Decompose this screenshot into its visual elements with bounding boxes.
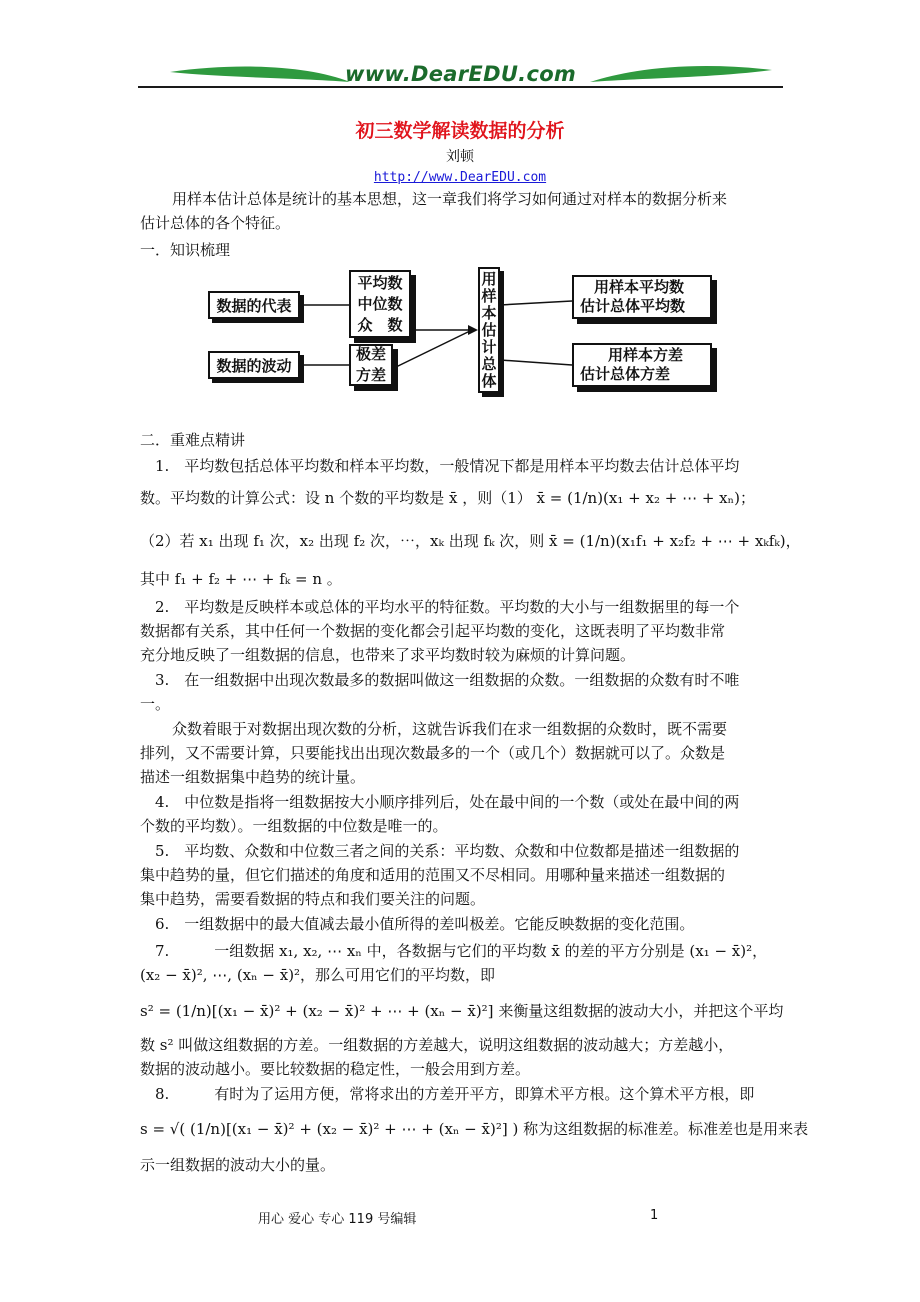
p1-line-3: （2）若 x₁ 出现 f₁ 次，x₂ 出现 f₂ 次，⋯，xₖ 出现 fₖ 次，则 x̄ = (1/n)(x₁f₁ + x₂f₂ + ⋯ + xₖfₖ)， [140, 532, 801, 550]
box-estimate-population: 用 样 本 估 计 总 体 [478, 267, 500, 393]
formula-mean-weighted: x̄ = (1/n)(x₁f₁ + x₂f₂ + ⋯ + xₖfₖ)， [549, 532, 801, 550]
p1-line-2: 数。平均数的计算公式：设 n 个数的平均数是 x̄ ，则（1） x̄ = (1/n)(x₁ + x₂ + ⋯ + xₙ)； [140, 489, 755, 507]
p5-line-1: 5. 平均数、众数和中位数三者之间的关系：平均数、众数和中位数都是描述一组数据的 [155, 842, 740, 860]
source-url-container [0, 170, 920, 185]
arrowhead [468, 325, 478, 335]
connector-estimate-variance [500, 360, 572, 365]
p6-line-1: 6. 一组数据中的最大值减去最小值所得的差叫极差。它能反映数据的变化范围。 [155, 915, 695, 933]
page-number: 1 [650, 1208, 659, 1223]
right-leaf-swoosh [590, 66, 772, 82]
p5-line-3: 集中趋势，需要看数据的特点和我们要关注的问题。 [140, 890, 486, 908]
formula-standard-deviation: s = √( (1/n)[(x₁ − x̄)² + (x₂ − x̄)² + ⋯ + (xₙ − x̄)²] ) [140, 1120, 519, 1138]
box-data-fluctuation: 数据的波动 [208, 351, 300, 379]
site-logo[interactable]: www.DearEDU.com [345, 62, 577, 86]
p3b-line-2: 排列，又不需要计算，只要能找出出现次数最多的一个（或几个）数据就可以了。众数是 [140, 744, 726, 762]
p4-line-2: 个数的平均数）。一组数据的中位数是唯一的。 [140, 817, 448, 835]
p7-line-3: s² = (1/n)[(x₁ − x̄)² + (x₂ − x̄)² + ⋯ + (xₙ − x̄)²] 来衡量这组数据的波动大小，并把这个平均 [140, 1002, 784, 1020]
p5-line-2: 集中趋势的量，但它们描述的角度和适用的范围又不尽相同。用哪种量来描述一组数据的 [140, 866, 726, 884]
header-rule [138, 86, 783, 88]
p7-line-1: 7. 一组数据 x₁, x₂, ⋯ xₙ 中，各数据与它们的平均数 x̄ 的差的平方分别是 (x₁ − x̄)²， [155, 942, 768, 960]
p3b-line-3: 描述一组数据集中趋势的统计量。 [140, 768, 366, 786]
p3b-line-1: 众数着眼于对数据出现次数的分析，这就告诉我们在求一组数据的众数时，既不需要 [172, 720, 728, 738]
p1-line-1: 1. 平均数包括总体平均数和样本平均数，一般情况下都是用样本平均数去估计总体平均 [155, 457, 740, 475]
p1-line-4: 其中 f₁ + f₂ + ⋯ + fₖ = n 。 [140, 570, 342, 588]
p7-line-5: 数据的波动越小。要比较数据的稳定性，一般会用到方差。 [140, 1060, 531, 1078]
p8-line-1: 8. 有时为了运用方便，常将求出的方差开平方，即算术平方根。这个算术平方根，即 [155, 1085, 755, 1103]
p3-line-2: 一。 [140, 695, 171, 713]
box-data-representative: 数据的代表 [208, 291, 300, 319]
connector-estimate-mean [500, 301, 572, 305]
box-measures: 平均数 中位数 众 数 [349, 270, 411, 338]
footer-text: 用心 爱心 专心 119 号编辑 [258, 1212, 417, 1227]
p8-line-2: s = √( (1/n)[(x₁ − x̄)² + (x₂ − x̄)² + ⋯ + (xₙ − x̄)²] ) 称为这组数据的标准差。标准差也是用来表 [140, 1120, 809, 1138]
box-estimate-mean: 用样本平均数 估计总体平均数 [572, 275, 712, 319]
p4-line-1: 4. 中位数是指将一组数据按大小顺序排列后，处在最中间的一个数（或处在最中间的两 [155, 793, 740, 811]
source-url-link[interactable]: http://www.DearEDU.com [373, 170, 547, 185]
p2-line-3: 充分地反映了一组数据的信息，也带来了求平均数时较为麻烦的计算问题。 [140, 646, 636, 664]
left-leaf-swoosh [170, 67, 350, 82]
box-estimate-variance: 用样本方差 估计总体方差 [572, 343, 712, 387]
knowledge-diagram [200, 264, 720, 404]
section-1-heading: 一．知识梳理 [140, 241, 231, 259]
p8-line-3: 示一组数据的波动大小的量。 [140, 1156, 336, 1174]
intro-line-2: 估计总体的各个特征。 [140, 214, 291, 232]
p3-line-1: 3. 在一组数据中出现次数最多的数据叫做这一组数据的众数。一组数据的众数有时不唯 [155, 671, 740, 689]
author: 刘顿 [446, 149, 474, 165]
p2-line-2: 数据都有关系，其中任何一个数据的变化都会引起平均数的变化，这既表明了平均数非常 [140, 622, 726, 640]
formula-mean-simple: x̄ = (1/n)(x₁ + x₂ + ⋯ + xₙ)； [536, 489, 755, 507]
formula-variance: s² = (1/n)[(x₁ − x̄)² + (x₂ − x̄)² + ⋯ + (xₙ − x̄)²] [140, 1002, 494, 1020]
p7-line-2: (x₂ − x̄)², ⋯, (xₙ − x̄)²，那么可用它们的平均数，即 [140, 966, 496, 984]
section-2-heading: 二．重难点精讲 [140, 431, 246, 449]
p2-line-1: 2. 平均数是反映样本或总体的平均水平的特征数。平均数的大小与一组数据里的每一个 [155, 598, 740, 616]
intro-line-1: 用样本估计总体是统计的基本思想，这一章我们将学习如何通过对样本的数据分析来 [172, 190, 728, 208]
page-title: 初三数学解读数据的分析 [355, 120, 565, 142]
box-range-variance: 极差 方差 [349, 344, 393, 386]
p7-line-4: 数 s² 叫做这组数据的方差。一组数据的方差越大，说明这组数据的波动越大；方差越小， [140, 1036, 734, 1054]
